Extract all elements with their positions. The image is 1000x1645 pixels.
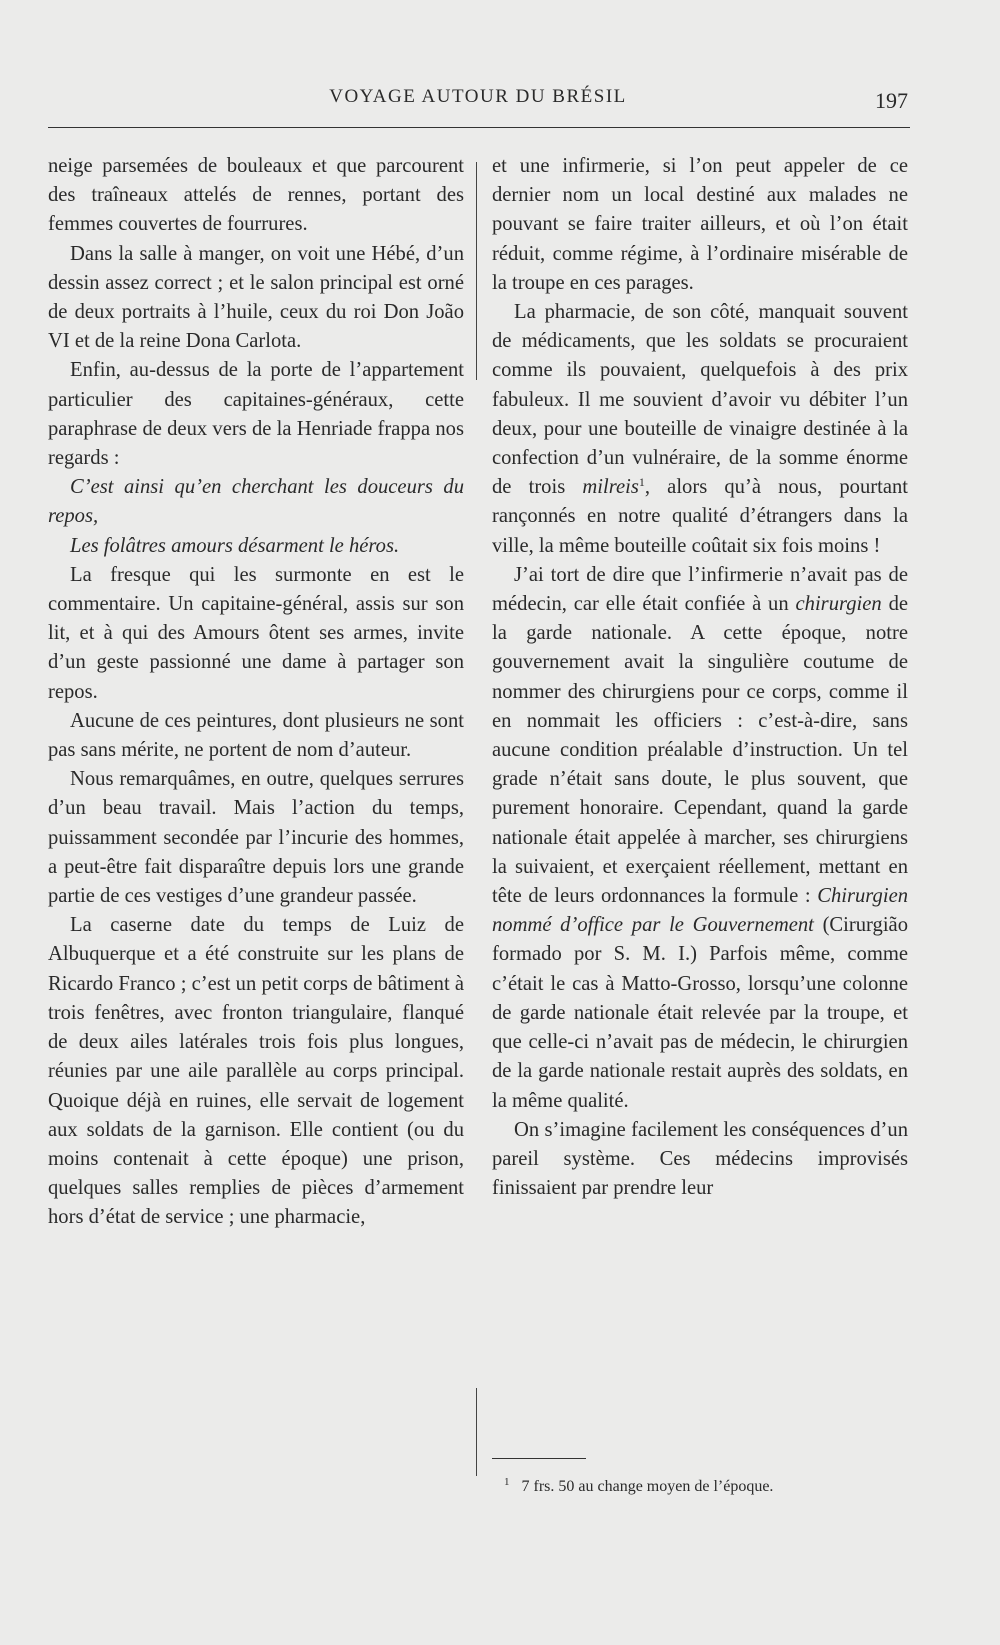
text-run: J’ai tort de dire que l’infirmerie n’avait pas de médecin, car elle était confiée à un	[492, 563, 908, 616]
verse-line: C’est ainsi qu’en cherchant les douceurs du repos,	[48, 476, 464, 528]
page-number: 197	[875, 88, 908, 113]
right-column	[492, 152, 908, 1203]
text-run: (Cirurgião formado por S. M. I.) Parfois même, comme c’était le cas à Matto-Grosso, lorsqu’une colonne de garde nationale était relevée par la troupe, et que celle-ci n’avait pas de médecin, le chirurgien de la garde nationale restait auprès des soldats, en la même qualité.	[492, 914, 908, 1112]
paragraph: La fresque qui les surmonte en est le commentaire. Un capitaine-général, assis sur son lit, et à qui des Amours ôtent ses armes, invite d’un geste passionné une dame à partager son repos.	[48, 563, 464, 703]
paragraph	[492, 561, 908, 1116]
italic-term: chirurgien	[795, 593, 882, 616]
footnote	[504, 1470, 904, 1499]
italic-term: milreis	[582, 476, 639, 499]
header-rule	[48, 127, 910, 128]
paragraph: et une infirmerie, si l’on peut appeler de ce dernier nom un local destiné aux malades ne pouvant se faire traiter ailleurs, et où l’on était réduit, comme régime, à l’ordinaire misérable de la troupe en ces parages.	[492, 155, 908, 294]
footnote-rule	[492, 1458, 586, 1459]
column-divider-bottom	[476, 1388, 477, 1476]
text-run: La pharmacie, de son côté, manquait souvent de médicaments, que les soldats se procuraient comme ils pouvaient, quelquefois à des prix fabuleux. Il me souvient d’avoir vu débiter l’un deux, pour une bouteille de vinaigre destinée à la confection d’un vulnéraire, de la somme énorme de trois	[492, 301, 908, 499]
paragraph	[492, 298, 908, 561]
paragraph: On s’imagine facilement les conséquences d’un pareil système. Ces médecins improvisés finissaient par prendre leur	[492, 1118, 908, 1200]
left-column	[48, 152, 464, 1233]
text-run: , alors qu’à nous, pourtant rançonnés en notre qualité d’étrangers dans la ville, la même bouteille coûtait six fois moins !	[492, 476, 908, 557]
paragraph: neige parsemées de bouleaux et que parcourent des traîneaux attelés de rennes, portant des femmes couvertes de fourrures.	[48, 155, 464, 236]
paragraph: Dans la salle à manger, on voit une Hébé, d’un dessin assez correct ; et le salon principal est orné de deux portraits à l’huile, ceux du roi Don João VI et de la reine Dona Carlota.	[48, 242, 464, 353]
italic-formula: Chirurgien nommé d’office par le Gouvernement	[492, 885, 909, 937]
paragraph: Nous remarquâmes, en outre, quelques serrures d’un beau travail. Mais l’action du temps, puissamment secondée par l’incurie des hommes, a peut-être fait disparaître depuis lors une grande partie de ces vestiges d’une grandeur passée.	[48, 768, 464, 908]
page-header	[48, 86, 908, 120]
paragraph: Enfin, au-dessus de la porte de l’appartement particulier des capitaines-généraux, cette paraphrase de deux vers de la Henriade frappa nos regards :	[48, 359, 464, 470]
footnote-text: 7 frs. 50 au change moyen de l’époque.	[521, 1478, 774, 1495]
running-title: VOYAGE AUTOUR DU BRÉSIL	[329, 86, 627, 107]
column-divider-top	[476, 162, 477, 380]
paragraph: La caserne date du temps de Luiz de Albuquerque et a été construite sur les plans de Ricardo Franco ; c’est un petit corps de bâtiment à trois fenêtres, avec fronton triangulaire, flanqué de deux ailes latérales trois fois plus longues, réunies par une aile parallèle au corps principal. Quoique déjà en ruines, elle servait de logement aux soldats de la garnison. Elle contient (ou du moins contenait à cette époque) une prison, quelques salles remplies de pièces d’armement hors d’état de service ; une pharmacie,	[48, 914, 464, 1229]
text-run: de la garde nationale. A cette époque, notre gouvernement avait la singulière coutume de nommer des chirurgiens pour ce corps, comme il en nommait les officiers : c’est-à-dire, sans aucune condition préalable d’instruction. Un tel grade n’était sans doute, le plus souvent, que purement honoraire. Cependant, quand la garde nationale était appelée à marcher, ses chirurgiens la suivaient, et exerçaient réellement, mettant en tête de leurs ordonnances la formule :	[492, 593, 908, 908]
paragraph: Aucune de ces peintures, dont plusieurs ne sont pas sans mérite, ne portent de nom d’auteur.	[48, 709, 464, 762]
footnote-mark: 1	[504, 1476, 510, 1488]
footnote-reference[interactable]: 1	[638, 475, 645, 490]
verse-line: Les folâtres amours désarment le héros.	[70, 534, 400, 557]
